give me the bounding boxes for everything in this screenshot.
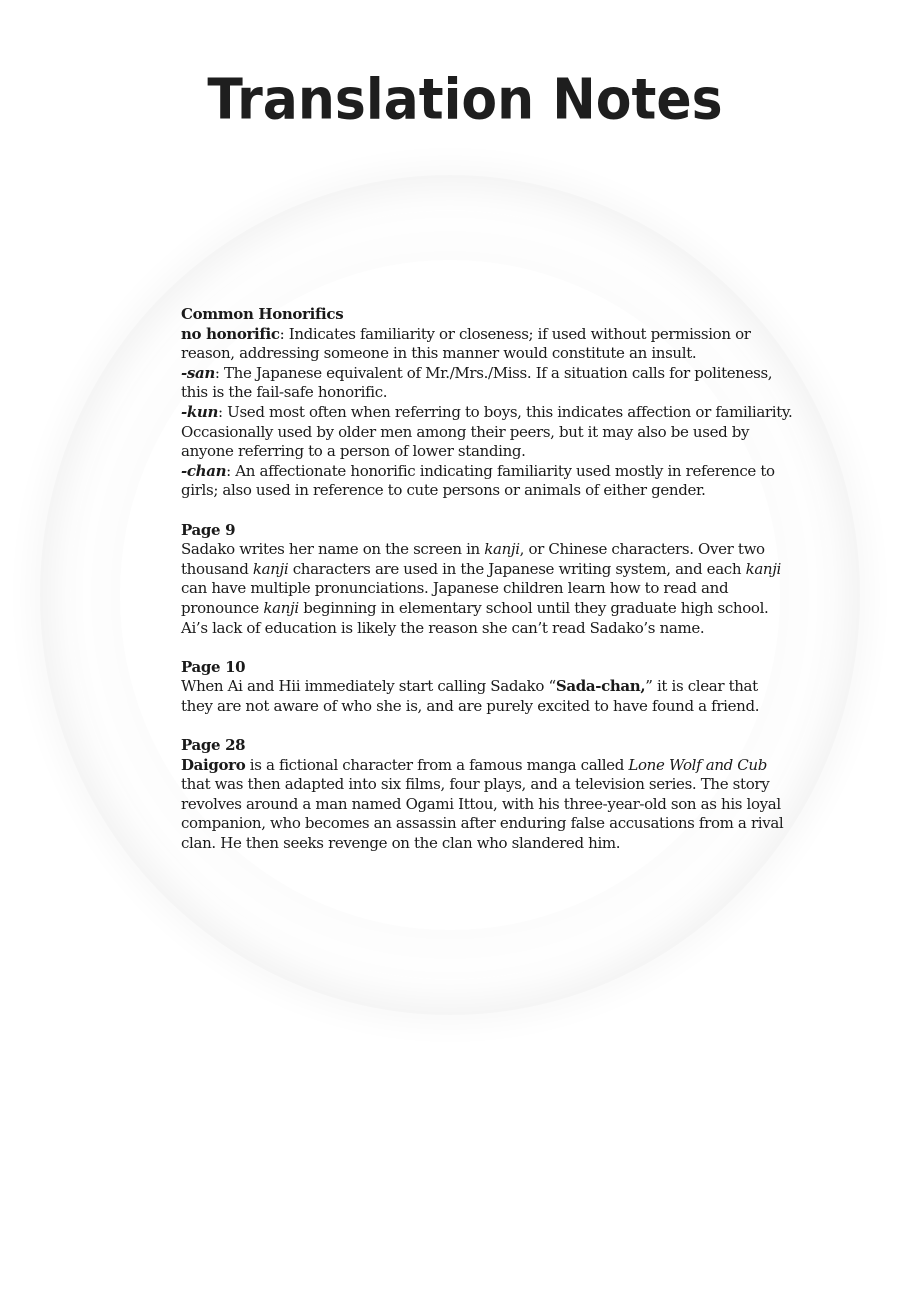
honorific-description: : An affectionate honorific indicating familiarity used mostly in reference to girls; also used in reference to cute persons or animals of either gender.: [181, 461, 775, 500]
kanji-term: kanji: [263, 598, 299, 617]
text-run: can have multiple pronunciations. Japanese children learn how to read and pronounce: [181, 579, 729, 617]
page9-paragraph: [181, 540, 793, 638]
page9-heading: Page 9: [181, 520, 236, 539]
page10-paragraph: [181, 677, 793, 716]
work-title: Lone Wolf and Cub: [628, 755, 767, 774]
page10-note: [181, 658, 793, 717]
text-run: ” it is clear that they are not aware of who she is, and are purely excited to have found a friend.: [181, 677, 760, 715]
text-run: characters are used in the Japanese writing system, and each: [288, 559, 746, 578]
honorific-entry: [181, 364, 793, 403]
honorific-entry: [181, 403, 793, 462]
text-run: beginning in elementary school until they graduate high school. Ai’s lack of education is likely the reason she can’t read Sadako’s name.: [181, 598, 769, 637]
honorific-term: -kun: [181, 402, 219, 421]
page28-note: [181, 736, 793, 854]
page-title: Translation Notes: [207, 67, 723, 133]
honorific-entry: [181, 462, 793, 501]
page28-heading: Page 28: [181, 736, 246, 755]
character-name: Daigoro: [181, 755, 246, 774]
page9-note: [181, 521, 793, 639]
text-run: is a fictional character from a famous manga called: [245, 755, 629, 774]
text-run: Sadako writes her name on the screen in: [181, 540, 485, 559]
honorific-entry: [181, 325, 793, 364]
text-run: , or Chinese characters. Over two thousand: [181, 540, 765, 578]
honorifics-heading: Common Honorifics: [181, 305, 344, 323]
kanji-term: kanji: [484, 540, 520, 559]
kanji-term: kanji: [252, 559, 289, 578]
honorifics-section: [181, 305, 793, 501]
page10-heading: Page 10: [181, 657, 246, 676]
honorific-term: no honorific: [181, 324, 280, 343]
honorific-description: : Used most often when referring to boys, this indicates affection or familiarity. Occasionally used by older men among their peers, but it may also be used by anyone referring to a person of lower standing.: [181, 402, 793, 461]
page28-paragraph: [181, 756, 793, 854]
honorific-term: -chan: [181, 461, 227, 480]
honorific-term: -san: [181, 363, 215, 382]
notes-body: [181, 305, 793, 873]
honorific-description: : The Japanese equivalent of Mr./Mrs./Miss. If a situation calls for politeness, this is the fail-safe honorific.: [181, 363, 773, 402]
text-run: When Ai and Hii immediately start calling Sadako “: [181, 677, 556, 696]
text-run: that was then adapted into six films, four plays, and a television series. The story revolves around a man named Ogami Ittou, with his three-year-old son as his loyal companion, who becomes an assassin after enduring false accusations from a rival clan. He then seeks revenge on the clan who slandered him.: [181, 775, 784, 853]
honorific-description: : Indicates familiarity or closeness; if used without permission or reason, addressing someone in this manner would constitute an insult.: [181, 324, 751, 363]
kanji-term: kanji: [745, 559, 781, 578]
character-name: Sada-chan,: [555, 677, 646, 696]
